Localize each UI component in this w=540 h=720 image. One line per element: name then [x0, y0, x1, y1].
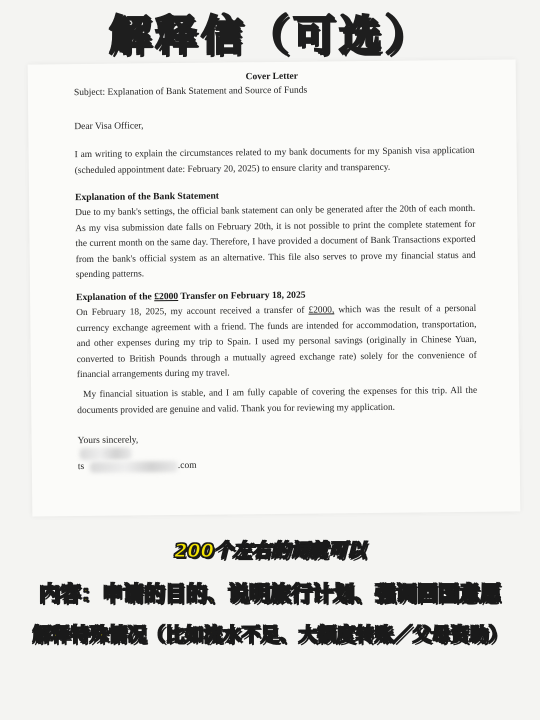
- section-heading-transfer: [76, 290, 306, 303]
- section-body-transfer: [76, 302, 477, 384]
- caption-content: 内容：申请的目的、说明旅行计划、强调回国意愿: [39, 582, 501, 606]
- transfer-body-suffix: which was the result of a personal currency exchange agreement with a friend. The funds are intended for accommodation, transportation, and other expenses during my trip to Spain. I used my personal savings (originally in Chinese Yuan, converted to British Pounds through a mutually agreed exchange rate) solely for the convenience of financial arrangements during my travel.: [76, 303, 477, 381]
- redacted-email: [90, 461, 178, 473]
- letter-title: Cover Letter: [245, 71, 298, 83]
- letter-document: [28, 59, 521, 516]
- letter-signoff: Yours sincerely,: [77, 435, 139, 447]
- letter-intro-paragraph: I am writing to explain the circumstances related to my bank documents for my Spanish visa application (scheduled appointment date: February 20, 2025) to ensure clarity and transparency.: [74, 145, 475, 176]
- redacted-name: [80, 447, 132, 460]
- email-visible-suffix: .com: [177, 460, 197, 472]
- letter-closing-paragraph: My financial situation is stable, and I am fully capable of covering the expenses for this trip. All the documents provided are genuine and valid. Thank you for reviewing my application.: [77, 385, 478, 416]
- heading-amount: £2000: [154, 291, 179, 303]
- email-visible-prefix: ts: [77, 461, 85, 473]
- heading-suffix: Transfer on February 18, 2025: [178, 289, 306, 303]
- caption-word-count: 200个左右的词就可以: [174, 540, 366, 562]
- caption-special-cases: 解释特殊情况（比如流水不足、大额度转账／父母资助）: [32, 624, 508, 646]
- transfer-body-amount: £2000,: [308, 305, 335, 316]
- letter-subject: Subject: Explanation of Bank Statement and Source of Funds: [73, 85, 308, 99]
- transfer-body-prefix: On February 18, 2025, my account received a transfer of: [76, 305, 309, 319]
- page-banner-title: 解释信（可选）: [108, 11, 431, 60]
- letter-salutation: Dear Visa Officer,: [74, 121, 144, 133]
- section-heading-bank-statement: Explanation of the Bank Statement: [74, 190, 220, 204]
- section-body-bank-statement: Due to my bank's settings, the official bank statement can only be generated after the 20th of each month. As my visa submission date falls on February 20th, it is not possible to print the complete statement for the current month on the same day. Therefore, I have provided a document of Bank Transactions exported from the bank's official system as an alternative. This file also serves to prove my financial status and spending patterns.: [75, 203, 476, 281]
- heading-prefix: Explanation of the: [76, 291, 155, 304]
